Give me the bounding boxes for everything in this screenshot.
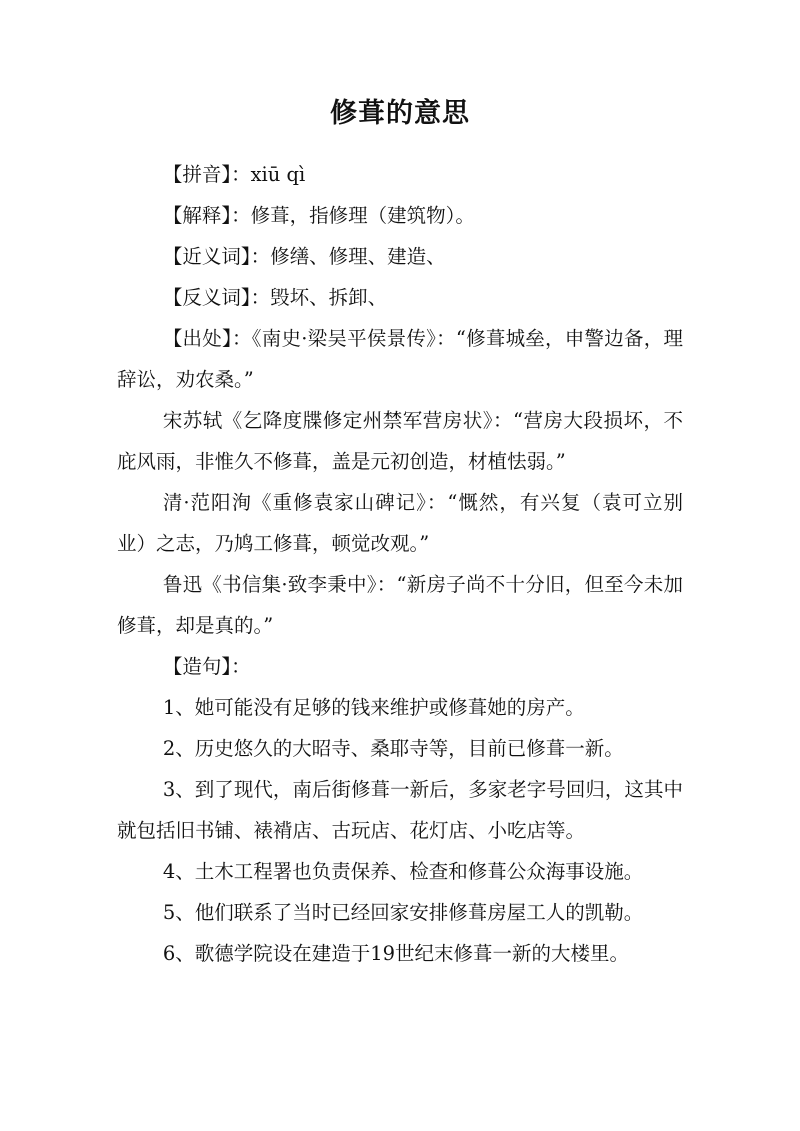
- example-sentence: 5、他们联系了当时已经回家安排修葺房屋工人的凯勒。: [162, 901, 644, 924]
- definition-line: 【解释】：修葺，指修理（建筑物）。: [162, 204, 475, 227]
- example-sentence: 1、她可能没有足够的钱来维护或修葺她的房产。: [162, 696, 585, 719]
- example-sentence: 2、历史悠久的大昭寺、桑耶寺等，目前已修葺一新。: [162, 737, 624, 760]
- example-heading: 【造句】：: [162, 655, 251, 678]
- source-paragraph: 鲁迅《书信集·致李秉中》：“新房子尚不十分旧，但至今未加修葺，却是真的。”: [117, 573, 683, 637]
- synonyms-line: 【近义词】：修缮、修理、建造、: [162, 245, 446, 268]
- example-sentence: 4、土木工程署也负责保养、检查和修葺公众海事设施。: [162, 860, 644, 883]
- page-title: 修葺的意思: [330, 98, 470, 129]
- example-sentence: 3、到了现代，南后街修葺一新后，多家老字号回归，这其中就包括旧书铺、裱褙店、古玩店、花灯店、小吃店等。: [117, 778, 683, 842]
- document-body: [117, 154, 683, 974]
- source-paragraph: 清·范阳洵《重修袁家山碑记》：“慨然，有兴复（袁可立别业）之志，乃鸠工修葺，顿觉改观。”: [117, 491, 683, 555]
- antonyms-line: 【反义词】：毁坏、拆卸、: [162, 286, 388, 309]
- source-paragraph: 【出处】：《南史·梁吴平侯景传》：“修葺城垒，申警边备，理辞讼，劝农桑。”: [117, 327, 683, 391]
- pinyin-line: 【拼音】：xiū qì: [162, 163, 306, 186]
- source-paragraph: 宋苏轼《乞降度牒修定州禁军营房状》：“营房大段损坏，不庇风雨，非惟久不修葺，盖是元初创造，材植怯弱。”: [117, 409, 683, 473]
- example-sentence: 6、歌德学院设在建造于19世纪末修葺一新的大楼里。: [162, 942, 630, 965]
